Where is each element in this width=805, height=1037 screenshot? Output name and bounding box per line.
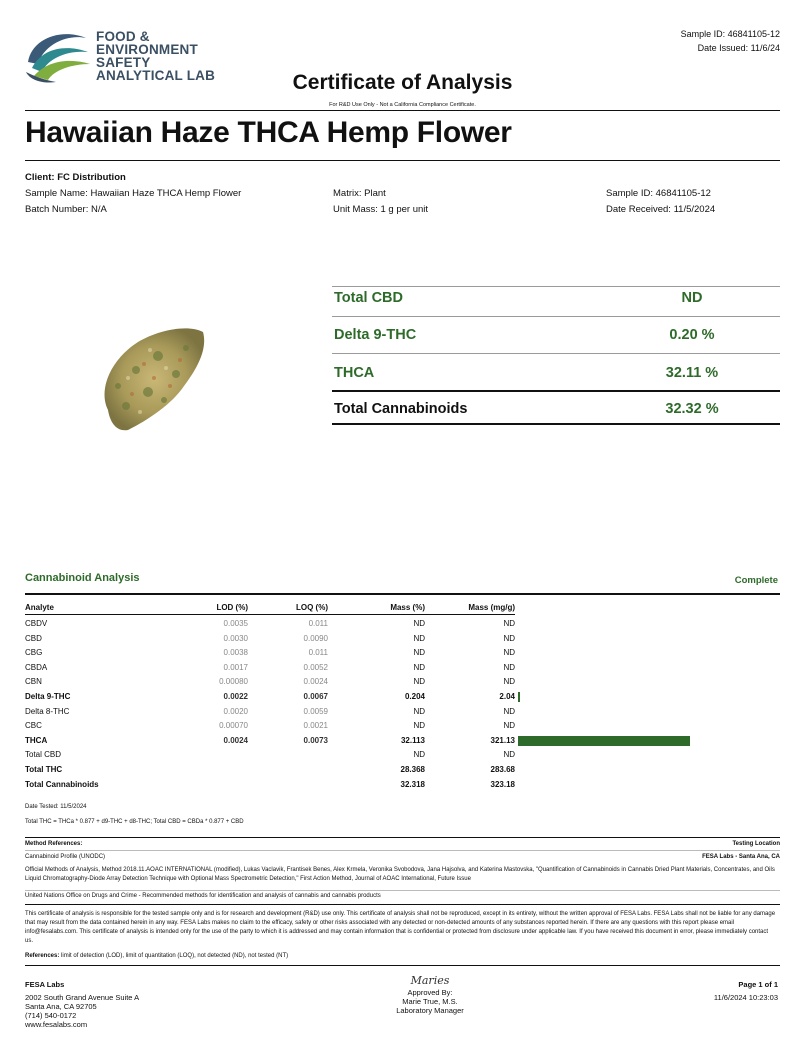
- loq-cell: 0.0090: [303, 633, 328, 643]
- method-aoac: Official Methods of Analysis, Method 2018.11.AOAC INTERNATIONAL (modified), Lukas Vaclavik, Frantisek Benes, Alex Krmela, Veronika Svobodova, Jana Hajsolva, and Katerina Mastovska, "Quantification of Cannabinoids in Cannabis Dried Plant Materials, Concentrates, and Oils Liquid Chromatography-Diode Array Detection Technique with Optional Mass Spectrometric Detection," First Action Method, Journal of AOAC International, Future Issue: [25, 867, 775, 882]
- lod-cell: 0.00070: [219, 721, 248, 731]
- mass-percent-cell: 32.113: [400, 735, 425, 745]
- sample-info: [606, 186, 715, 218]
- divider: [25, 614, 515, 615]
- table-row: [25, 675, 780, 690]
- divider: [25, 890, 780, 891]
- summary-row-total-cbd: [332, 287, 780, 324]
- matrix: Matrix: Plant: [333, 188, 386, 199]
- client-info: [25, 170, 241, 218]
- document-title: Certificate of Analysis: [292, 71, 513, 94]
- divider: [25, 160, 780, 161]
- date-received: Date Received: 11/5/2024: [606, 204, 716, 215]
- analyte-cell: CBDA: [25, 662, 48, 672]
- lod-cell: 0.0038: [223, 648, 248, 658]
- mass-percent-cell: ND: [413, 648, 425, 658]
- mass-bar: [518, 692, 520, 702]
- mass-percent-cell: 28.368: [400, 765, 425, 774]
- analyte-cell: Delta 9-THC: [25, 692, 71, 701]
- page-number: Page 1 of 1: [738, 980, 778, 989]
- lod-cell: 0.0030: [223, 633, 248, 643]
- table-row: [25, 719, 780, 734]
- column-header: LOQ (%): [296, 603, 328, 612]
- summary-divider: [332, 390, 780, 392]
- mass-percent-cell: ND: [413, 633, 425, 643]
- lod-cell: 0.0020: [223, 706, 248, 716]
- references-label: References:: [25, 953, 60, 959]
- address-line: Santa Ana, CA 92705: [25, 1002, 97, 1011]
- status-badge: Complete: [734, 575, 778, 586]
- summary-label: Total CBD: [334, 290, 404, 306]
- column-header: LOD (%): [216, 603, 248, 612]
- unit-mass: Unit Mass: 1 g per unit: [333, 204, 429, 215]
- mass-mg-cell: ND: [503, 706, 515, 716]
- summary-value: 32.32 %: [665, 401, 719, 417]
- mass-mg-cell: ND: [503, 677, 515, 687]
- mass-percent-cell: ND: [413, 721, 425, 731]
- mass-percent-cell: 0.204: [404, 692, 425, 701]
- loq-cell: 0.0052: [303, 662, 328, 672]
- lab-address: [25, 980, 139, 1029]
- mass-percent-cell: ND: [413, 662, 425, 672]
- table-row: [25, 646, 780, 661]
- table-row: [25, 763, 780, 778]
- mass-mg-cell: ND: [503, 619, 515, 628]
- table-row: [25, 705, 780, 720]
- loq-cell: 0.0024: [303, 677, 328, 687]
- summary-divider: [332, 423, 780, 425]
- loq-cell: 0.0073: [303, 735, 328, 745]
- mass-percent-cell: ND: [413, 706, 425, 716]
- approved-by-label: Approved By:: [407, 988, 453, 997]
- divider: [25, 965, 780, 966]
- testing-location-label: Testing Location: [732, 841, 780, 847]
- method-profile: Cannabinoid Profile (UNODC): [25, 854, 106, 860]
- mass-mg-cell: ND: [503, 633, 515, 643]
- divider: [25, 904, 780, 905]
- summary-row-delta9: [332, 324, 780, 361]
- summary-row-thca: [332, 362, 780, 399]
- approval-block: [355, 976, 505, 1015]
- table-row: [25, 778, 780, 793]
- analyte-cell: CBD: [25, 633, 42, 643]
- analyte-cell: CBC: [25, 721, 42, 731]
- client-name: Client: FC Distribution: [25, 172, 126, 183]
- print-timestamp: 11/6/2024 10:23:03: [713, 993, 778, 1002]
- mass-mg-cell: ND: [503, 662, 515, 672]
- references-text: limit of detection (LOD), limit of quantitation (LOQ), not detected (ND), not tested (NT): [59, 953, 289, 959]
- approver-name: Marie True, M.S.: [402, 997, 458, 1006]
- mass-percent-cell: ND: [413, 677, 425, 687]
- summary-divider: [332, 353, 780, 354]
- column-header: Mass (%): [390, 603, 425, 612]
- address-line: 2002 South Grand Avenue Suite A: [25, 993, 140, 1002]
- product-title: Hawaiian Haze THCA Hemp Flower: [25, 116, 512, 149]
- summary-value: ND: [681, 290, 703, 306]
- summary-divider: [332, 316, 780, 317]
- summary-label: Total Cannabinoids: [334, 401, 468, 417]
- header-sample-id: Sample ID: 46841105-12: [680, 29, 780, 39]
- page-info: [714, 980, 778, 1002]
- date-tested: Date Tested: 11/5/2024: [25, 804, 87, 810]
- signature: Maries: [410, 974, 450, 987]
- sample-name: Sample Name: Hawaiian Haze THCA Hemp Flower: [25, 188, 242, 199]
- summary-value: 32.11 %: [665, 365, 719, 381]
- loq-cell: 0.0059: [303, 706, 328, 716]
- table-row: [25, 617, 780, 632]
- mass-mg-cell: 283.68: [490, 765, 515, 774]
- analyte-cell: CBG: [25, 648, 43, 658]
- column-header: Mass (mg/g): [468, 603, 515, 612]
- divider: [25, 837, 780, 838]
- matrix-info: [333, 186, 428, 218]
- loq-cell: 0.0021: [303, 721, 328, 731]
- analyte-cell: CBDV: [25, 619, 48, 628]
- analyte-cell: Total THC: [25, 765, 63, 774]
- summary-label: Delta 9-THC: [334, 327, 417, 343]
- references: [25, 952, 288, 961]
- summary-row-total-cannabinoids: [332, 398, 780, 435]
- document-subtitle: For R&D Use Only - Not a California Compliance Certificate.: [329, 102, 476, 108]
- method-references-label: Method References:: [25, 841, 83, 847]
- table-row: [25, 632, 780, 647]
- approver-role: Laboratory Manager: [396, 1006, 464, 1015]
- total-formula: Total THC = THCa * 0.877 + d9-THC + d8-THC; Total CBD = CBDa * 0.877 + CBD: [25, 819, 244, 825]
- flower-image: [88, 320, 213, 440]
- analyte-cell: Delta 8-THC: [25, 706, 70, 716]
- method-unodc: United Nations Office on Drugs and Crime - Recommended methods for identification and analysis of cannabis and cannabis products: [25, 893, 381, 899]
- analyte-cell: Total CBD: [25, 750, 62, 760]
- sample-id: Sample ID: 46841105-12: [606, 188, 711, 199]
- mass-bar: [518, 736, 690, 746]
- mass-mg-cell: ND: [503, 721, 515, 731]
- website: www.fesalabs.com: [25, 1020, 88, 1029]
- divider: [25, 593, 780, 595]
- analyte-cell: Total Cannabinoids: [25, 779, 99, 789]
- table-row: [25, 734, 780, 749]
- column-header: Analyte: [25, 603, 54, 612]
- mass-mg-cell: 321.13: [490, 735, 515, 745]
- logo-text: FOOD & ENVIRONMENT SAFETY ANALYTICAL LAB: [96, 29, 216, 83]
- testing-location: FESA Labs - Santa Ana, CA: [702, 854, 780, 860]
- summary-label: THCA: [334, 365, 375, 381]
- lod-cell: 0.0024: [223, 735, 248, 745]
- header-meta: [681, 27, 780, 55]
- lod-cell: 0.00080: [219, 677, 248, 687]
- analyte-cell: CBN: [25, 677, 42, 687]
- table-row: [25, 690, 780, 705]
- header-date-issued: Date Issued: 11/6/24: [697, 43, 780, 53]
- mass-percent-cell: ND: [413, 619, 425, 628]
- phone: (714) 540-0172: [25, 1011, 77, 1020]
- mass-mg-cell: 323.18: [490, 779, 515, 789]
- loq-cell: 0.011: [308, 648, 328, 658]
- summary-value: 0.20 %: [669, 327, 715, 343]
- batch-number: Batch Number: N/A: [25, 204, 107, 215]
- loq-cell: 0.0067: [303, 692, 328, 701]
- table-row: [25, 748, 780, 763]
- mass-mg-cell: 2.04: [499, 692, 515, 701]
- table-row: [25, 661, 780, 676]
- lod-cell: 0.0035: [223, 619, 248, 628]
- lod-cell: 0.0022: [223, 692, 248, 701]
- lab-name: FESA Labs: [25, 980, 65, 989]
- divider: [25, 850, 780, 851]
- mass-percent-cell: 32.318: [400, 779, 425, 789]
- mass-mg-cell: ND: [503, 648, 515, 658]
- mass-mg-cell: ND: [503, 750, 515, 760]
- mass-percent-cell: ND: [413, 750, 425, 760]
- lod-cell: 0.0017: [223, 662, 248, 672]
- section-title: Cannabinoid Analysis: [25, 572, 140, 584]
- disclaimer: This certificate of analysis is responsible for the tested sample only and is for research and development (R&D) use only. This certificate of analysis shall not be reproduced, except in its entirety, without the written approval of FESA Labs. FESA Labs shall not be liable for any damage that may result from the data contained herein in any way. FESA Labs makes no claim to the efficacy, safety or other risks associated with any detected or non-detected amounts of any substances reported herein. If there are any questions with this report please email info@fesalabs.com. This certificate of analysis is intended only for the use of the party to which it is addressed and may contain information that is confidential or protected from disclosure under applicable law. If you have received this document in error, please immediately contact us.: [25, 911, 776, 944]
- loq-cell: 0.011: [308, 619, 328, 628]
- analyte-cell: THCA: [25, 735, 48, 745]
- divider: [25, 110, 780, 111]
